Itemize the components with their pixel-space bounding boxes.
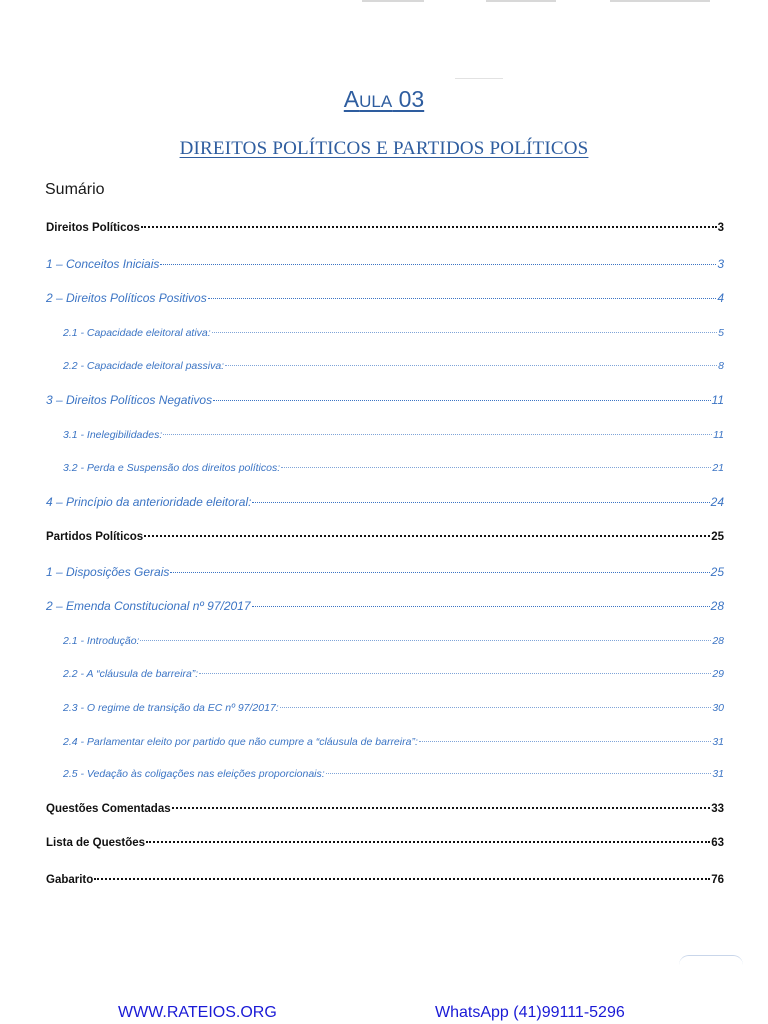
toc-entry-page: 21 (712, 462, 724, 474)
toc-entry-label: 2.2 - A “cláusula de barreira”: (63, 668, 199, 680)
toc-leader-dots (172, 806, 711, 809)
toc-entry-page: 8 (718, 360, 724, 372)
toc-entry[interactable] (63, 765, 724, 783)
lesson-subtitle: DIREITOS POLÍTICOS E PARTIDOS POLÍTICOS (179, 138, 589, 159)
toc-leader-dots (94, 877, 710, 880)
toc-entry-label: 2.1 - Capacidade eleitoral ativa: (63, 327, 211, 339)
faint-rule (455, 78, 503, 79)
toc-entry[interactable] (46, 391, 724, 409)
toc-entry[interactable] (46, 834, 724, 852)
toc-entry-label: 2.3 - O regime de transição da EC nº 97/2017: (63, 702, 279, 714)
toc-entry-label: Questões Comentadas (46, 803, 171, 815)
toc-entry-page: 25 (710, 565, 724, 579)
toc-entry-label: Gabarito (46, 874, 94, 886)
toc-entry-page: 24 (710, 495, 724, 509)
toc-leader-dots (163, 433, 712, 435)
toc-entry[interactable] (63, 324, 724, 342)
toc-entry[interactable] (63, 699, 724, 717)
toc-leader-dots (252, 501, 709, 503)
toc-leader-dots (208, 297, 717, 299)
toc-entry-label: 2.1 - Introdução: (63, 635, 140, 647)
toc-entry-label: 3 – Direitos Políticos Negativos (46, 393, 213, 407)
toc-entry-page: 28 (710, 599, 724, 613)
toc-entry-label: 1 – Disposições Gerais (46, 565, 170, 579)
toc-leader-dots (144, 534, 710, 537)
whatsapp-contact[interactable]: WhatsApp (41)99111-5296 (435, 1004, 625, 1021)
toc-leader-dots (160, 263, 716, 265)
toc-entry[interactable] (46, 219, 724, 237)
toc-entry[interactable] (46, 255, 724, 273)
summary-heading: Sumário (45, 181, 105, 198)
toc-leader-dots (141, 225, 717, 228)
toc-leader-dots (252, 605, 710, 607)
toc-leader-dots (170, 571, 709, 573)
toc-entry-page: 4 (717, 291, 724, 305)
toc-entry-label: Direitos Políticos (46, 222, 140, 234)
toc-entry-label: 4 – Princípio da anterioridade eleitoral: (46, 495, 252, 509)
toc-entry[interactable] (63, 632, 724, 650)
toc-entry-label: Lista de Questões (46, 837, 146, 849)
toc-entry-page: 11 (713, 429, 724, 441)
toc-entry-page: 3 (717, 257, 724, 271)
toc-entry[interactable] (63, 459, 724, 477)
toc-entry[interactable] (46, 597, 724, 615)
toc-entry[interactable] (46, 800, 724, 818)
title-smallcaps: ULA (359, 92, 393, 111)
title-number: 03 (392, 86, 425, 112)
toc-entry-label: 2 – Direitos Políticos Positivos (46, 291, 207, 305)
toc-leader-dots (140, 639, 711, 641)
toc-entry-page: 3 (717, 222, 724, 234)
toc-entry-label: 2.5 - Vedação às coligações nas eleições proporcionais: (63, 768, 325, 780)
toc-entry-label: Partidos Políticos (46, 531, 144, 543)
toc-entry-page: 63 (711, 837, 724, 849)
toc-entry-page: 76 (711, 874, 724, 886)
toc-entry[interactable] (63, 357, 724, 375)
toc-leader-dots (213, 399, 710, 401)
toc-entry-label: 1 – Conceitos Iniciais (46, 257, 160, 271)
toc-entry-page: 25 (711, 531, 724, 543)
toc-entry[interactable] (46, 563, 724, 581)
toc-entry-page: 30 (712, 702, 724, 714)
toc-entry-label: 2 – Emenda Constitucional nº 97/2017 (46, 599, 251, 613)
toc-leader-dots (212, 331, 717, 333)
toc-leader-dots (146, 840, 710, 843)
toc-entry-page: 5 (718, 327, 724, 339)
toc-entry-page: 29 (712, 668, 724, 680)
toc-leader-dots (280, 706, 712, 708)
toc-leader-dots (281, 466, 711, 468)
toc-entry[interactable] (63, 665, 724, 683)
corner-tab (679, 955, 743, 970)
toc-entry[interactable] (46, 289, 724, 307)
toc-entry-label: 3.1 - Inelegibilidades: (63, 429, 163, 441)
toc-entry[interactable] (63, 426, 724, 444)
toc-entry-page: 31 (712, 736, 724, 748)
toc-entry[interactable] (46, 528, 724, 546)
website-link[interactable]: WWW.RATEIOS.ORG (118, 1004, 277, 1021)
toc-entry-page: 28 (712, 635, 724, 647)
lesson-title (0, 86, 768, 113)
toc-entry[interactable] (46, 493, 724, 511)
toc-entry[interactable] (63, 733, 724, 751)
toc-leader-dots (419, 740, 711, 742)
toc-entry-page: 33 (711, 803, 724, 815)
toc-entry-page: 11 (711, 393, 724, 407)
toc-entry-label: 3.2 - Perda e Suspensão dos direitos políticos: (63, 462, 281, 474)
toc-entry[interactable] (46, 871, 724, 889)
toc-entry-label: 2.4 - Parlamentar eleito por partido que não cumpre a “cláusula de barreira”: (63, 736, 418, 748)
toc-entry-page: 31 (712, 768, 724, 780)
toc-entry-label: 2.2 - Capacidade eleitoral passiva: (63, 360, 225, 372)
page-top-edge (0, 0, 768, 8)
toc-leader-dots (326, 772, 712, 774)
title-initial: A (343, 86, 360, 112)
toc-leader-dots (199, 672, 711, 674)
toc-leader-dots (225, 364, 717, 366)
